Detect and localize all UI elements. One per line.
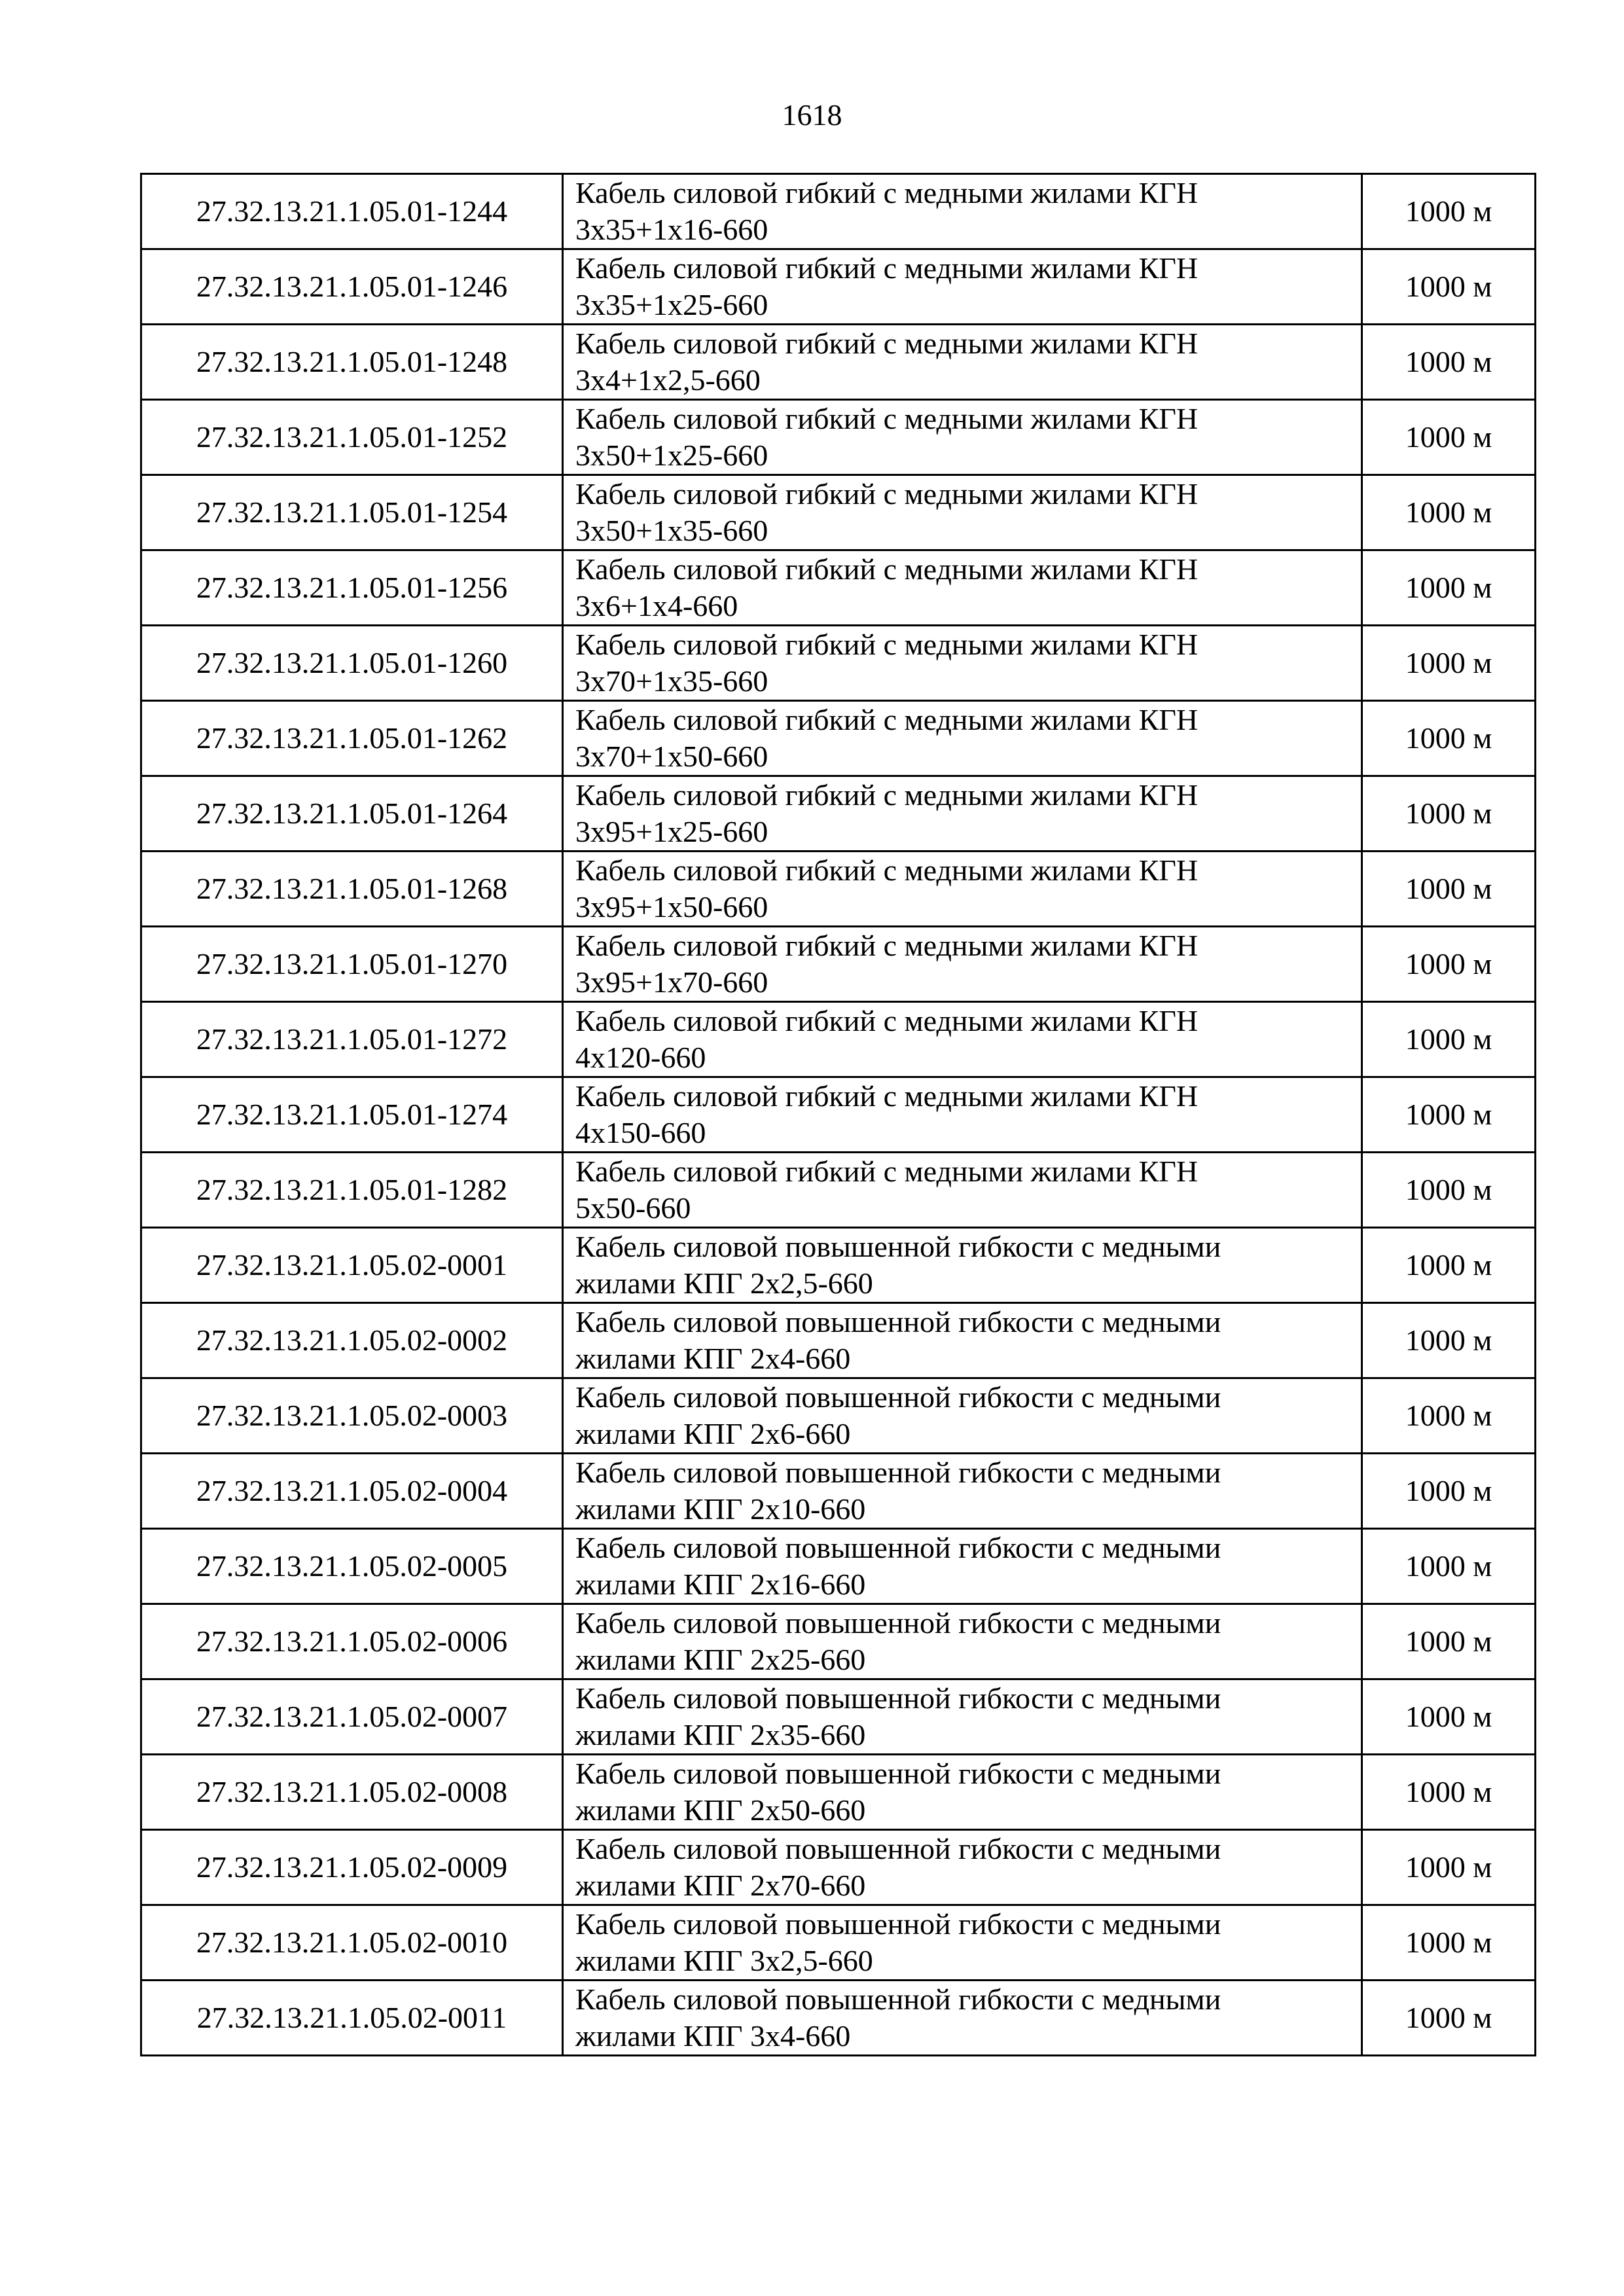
- table-row: [141, 1755, 1536, 1830]
- table-row: [141, 1454, 1536, 1529]
- resource-code-cell: 27.32.13.21.1.05.02-0010: [141, 1905, 563, 1981]
- resource-name-cell: [563, 927, 1362, 1002]
- resource-table: [140, 173, 1536, 2056]
- resource-name-text: Кабель силовой гибкий с медными жилами КГН 3х35+1х25-660: [575, 251, 1199, 321]
- resource-code-cell: 27.32.13.21.1.05.01-1268: [141, 852, 563, 927]
- resource-name-cell: [563, 1378, 1362, 1454]
- resource-name-cell: [563, 475, 1362, 550]
- resource-name-cell: [563, 174, 1362, 249]
- resource-unit-cell: 1000 м: [1362, 852, 1536, 927]
- resource-name-text: Кабель силовой гибкий с медными жилами КГН 3х50+1х35-660: [575, 477, 1199, 547]
- resource-name-text: Кабель силовой гибкий с медными жилами КГН 3х6+1х4-660: [575, 552, 1199, 622]
- resource-unit-cell: 1000 м: [1362, 1905, 1536, 1981]
- resource-name-cell: [563, 776, 1362, 852]
- resource-name-text: Кабель силовой повышенной гибкости с медными жилами КПГ 2х25-660: [575, 1606, 1221, 1676]
- resource-name-cell: [563, 550, 1362, 626]
- resource-name-cell: [563, 1905, 1362, 1981]
- table-body: [141, 174, 1536, 2056]
- resource-name-text: Кабель силовой повышенной гибкости с медными жилами КПГ 2х35-660: [575, 1681, 1221, 1751]
- table-row: [141, 1378, 1536, 1454]
- resource-name-text: Кабель силовой повышенной гибкости с медными жилами КПГ 2х4-660: [575, 1305, 1221, 1375]
- resource-code-cell: 27.32.13.21.1.05.02-0001: [141, 1228, 563, 1303]
- resource-name-text: Кабель силовой гибкий с медными жилами КГН 4х150-660: [575, 1079, 1199, 1149]
- resource-name-text: Кабель силовой гибкий с медными жилами КГН 3х70+1х35-660: [575, 628, 1199, 698]
- resource-unit-cell: 1000 м: [1362, 174, 1536, 249]
- table-row: [141, 1830, 1536, 1905]
- resource-name-text: Кабель силовой гибкий с медными жилами КГН 3х70+1х50-660: [575, 703, 1199, 773]
- table-row: [141, 1679, 1536, 1755]
- resource-unit-cell: 1000 м: [1362, 249, 1536, 325]
- resource-unit-cell: 1000 м: [1362, 1830, 1536, 1905]
- resource-code-cell: 27.32.13.21.1.05.01-1254: [141, 475, 563, 550]
- resource-name-text: Кабель силовой повышенной гибкости с медными жилами КПГ 2х2,5-660: [575, 1230, 1221, 1300]
- resource-name-text: Кабель силовой гибкий с медными жилами КГН 3х95+1х25-660: [575, 778, 1199, 848]
- table-row: [141, 174, 1536, 249]
- resource-name-cell: [563, 1454, 1362, 1529]
- table-row: [141, 400, 1536, 475]
- resource-name-text: Кабель силовой повышенной гибкости с медными жилами КПГ 3х2,5-660: [575, 1907, 1221, 1977]
- resource-unit-cell: 1000 м: [1362, 1454, 1536, 1529]
- table-row: [141, 852, 1536, 927]
- resource-name-cell: [563, 1153, 1362, 1228]
- table-row: [141, 1303, 1536, 1378]
- resource-unit-cell: 1000 м: [1362, 1228, 1536, 1303]
- resource-name-cell: [563, 400, 1362, 475]
- resource-unit-cell: 1000 м: [1362, 400, 1536, 475]
- resource-name-text: Кабель силовой гибкий с медными жилами КГН 4х120-660: [575, 1004, 1199, 1074]
- resource-name-text: Кабель силовой гибкий с медными жилами КГН 3х95+1х50-660: [575, 853, 1199, 924]
- resource-unit-cell: 1000 м: [1362, 1153, 1536, 1228]
- table-row: [141, 776, 1536, 852]
- resource-name-cell: [563, 1830, 1362, 1905]
- resource-unit-cell: 1000 м: [1362, 776, 1536, 852]
- resource-code-cell: 27.32.13.21.1.05.01-1282: [141, 1153, 563, 1228]
- resource-code-cell: 27.32.13.21.1.05.02-0011: [141, 1981, 563, 2056]
- resource-unit-cell: 1000 м: [1362, 1755, 1536, 1830]
- resource-unit-cell: 1000 м: [1362, 1303, 1536, 1378]
- resource-unit-cell: 1000 м: [1362, 1002, 1536, 1077]
- resource-name-cell: [563, 1002, 1362, 1077]
- resource-name-cell: [563, 1303, 1362, 1378]
- resource-unit-cell: 1000 м: [1362, 325, 1536, 400]
- table-row: [141, 1153, 1536, 1228]
- resource-code-cell: 27.32.13.21.1.05.01-1260: [141, 626, 563, 701]
- resource-name-text: Кабель силовой повышенной гибкости с медными жилами КПГ 3х4-660: [575, 1982, 1221, 2053]
- table-row: [141, 475, 1536, 550]
- resource-name-text: Кабель силовой повышенной гибкости с медными жилами КПГ 2х50-660: [575, 1757, 1221, 1827]
- resource-name-text: Кабель силовой гибкий с медными жилами КГН 5х50-660: [575, 1155, 1199, 1225]
- resource-code-cell: 27.32.13.21.1.05.02-0008: [141, 1755, 563, 1830]
- resource-code-cell: 27.32.13.21.1.05.01-1248: [141, 325, 563, 400]
- table-row: [141, 927, 1536, 1002]
- resource-name-text: Кабель силовой гибкий с медными жилами КГН 3х50+1х25-660: [575, 402, 1199, 472]
- resource-name-cell: [563, 1077, 1362, 1153]
- resource-name-text: Кабель силовой повышенной гибкости с медными жилами КПГ 2х16-660: [575, 1531, 1221, 1601]
- resource-code-cell: 27.32.13.21.1.05.01-1264: [141, 776, 563, 852]
- resource-code-cell: 27.32.13.21.1.05.01-1270: [141, 927, 563, 1002]
- resource-code-cell: 27.32.13.21.1.05.01-1262: [141, 701, 563, 776]
- table-row: [141, 1002, 1536, 1077]
- table-row: [141, 1981, 1536, 2056]
- resource-unit-cell: 1000 м: [1362, 626, 1536, 701]
- resource-code-cell: 27.32.13.21.1.05.02-0003: [141, 1378, 563, 1454]
- resource-name-text: Кабель силовой повышенной гибкости с медными жилами КПГ 2х70-660: [575, 1832, 1221, 1902]
- table-row: [141, 701, 1536, 776]
- resource-name-cell: [563, 1981, 1362, 2056]
- table-row: [141, 1905, 1536, 1981]
- resource-unit-cell: 1000 м: [1362, 1529, 1536, 1604]
- resource-unit-cell: 1000 м: [1362, 701, 1536, 776]
- resource-name-text: Кабель силовой повышенной гибкости с медными жилами КПГ 2х6-660: [575, 1380, 1221, 1450]
- resource-name-cell: [563, 1679, 1362, 1755]
- resource-unit-cell: 1000 м: [1362, 550, 1536, 626]
- table-row: [141, 325, 1536, 400]
- resource-code-cell: 27.32.13.21.1.05.02-0004: [141, 1454, 563, 1529]
- resource-code-cell: 27.32.13.21.1.05.02-0006: [141, 1604, 563, 1679]
- resource-name-text: Кабель силовой гибкий с медными жилами КГН 3х95+1х70-660: [575, 929, 1199, 999]
- resource-code-cell: 27.32.13.21.1.05.01-1256: [141, 550, 563, 626]
- table-row: [141, 1228, 1536, 1303]
- resource-unit-cell: 1000 м: [1362, 1604, 1536, 1679]
- resource-name-cell: [563, 626, 1362, 701]
- resource-unit-cell: 1000 м: [1362, 927, 1536, 1002]
- table-row: [141, 550, 1536, 626]
- resource-code-cell: 27.32.13.21.1.05.02-0007: [141, 1679, 563, 1755]
- resource-unit-cell: 1000 м: [1362, 1679, 1536, 1755]
- resource-unit-cell: 1000 м: [1362, 1077, 1536, 1153]
- page-number: 1618: [782, 98, 842, 132]
- resource-code-cell: 27.32.13.21.1.05.01-1244: [141, 174, 563, 249]
- resource-name-cell: [563, 1604, 1362, 1679]
- resource-code-cell: 27.32.13.21.1.05.01-1252: [141, 400, 563, 475]
- table-row: [141, 626, 1536, 701]
- resource-name-text: Кабель силовой повышенной гибкости с медными жилами КПГ 2х10-660: [575, 1456, 1221, 1526]
- resource-name-cell: [563, 249, 1362, 325]
- resource-unit-cell: 1000 м: [1362, 1378, 1536, 1454]
- resource-code-cell: 27.32.13.21.1.05.02-0005: [141, 1529, 563, 1604]
- table-row: [141, 1529, 1536, 1604]
- table-row: [141, 249, 1536, 325]
- resource-name-cell: [563, 325, 1362, 400]
- table-row: [141, 1077, 1536, 1153]
- resource-code-cell: 27.32.13.21.1.05.01-1246: [141, 249, 563, 325]
- resource-unit-cell: 1000 м: [1362, 475, 1536, 550]
- resource-name-cell: [563, 1755, 1362, 1830]
- resource-code-cell: 27.32.13.21.1.05.02-0009: [141, 1830, 563, 1905]
- resource-code-cell: 27.32.13.21.1.05.02-0002: [141, 1303, 563, 1378]
- resource-name-cell: [563, 1529, 1362, 1604]
- resource-name-text: Кабель силовой гибкий с медными жилами КГН 3х35+1х16-660: [575, 176, 1199, 246]
- resource-name-cell: [563, 1228, 1362, 1303]
- resource-name-cell: [563, 701, 1362, 776]
- resource-name-text: Кабель силовой гибкий с медными жилами КГН 3х4+1х2,5-660: [575, 327, 1199, 397]
- table-row: [141, 1604, 1536, 1679]
- resource-code-cell: 27.32.13.21.1.05.01-1272: [141, 1002, 563, 1077]
- resource-unit-cell: 1000 м: [1362, 1981, 1536, 2056]
- resource-name-cell: [563, 852, 1362, 927]
- resource-code-cell: 27.32.13.21.1.05.01-1274: [141, 1077, 563, 1153]
